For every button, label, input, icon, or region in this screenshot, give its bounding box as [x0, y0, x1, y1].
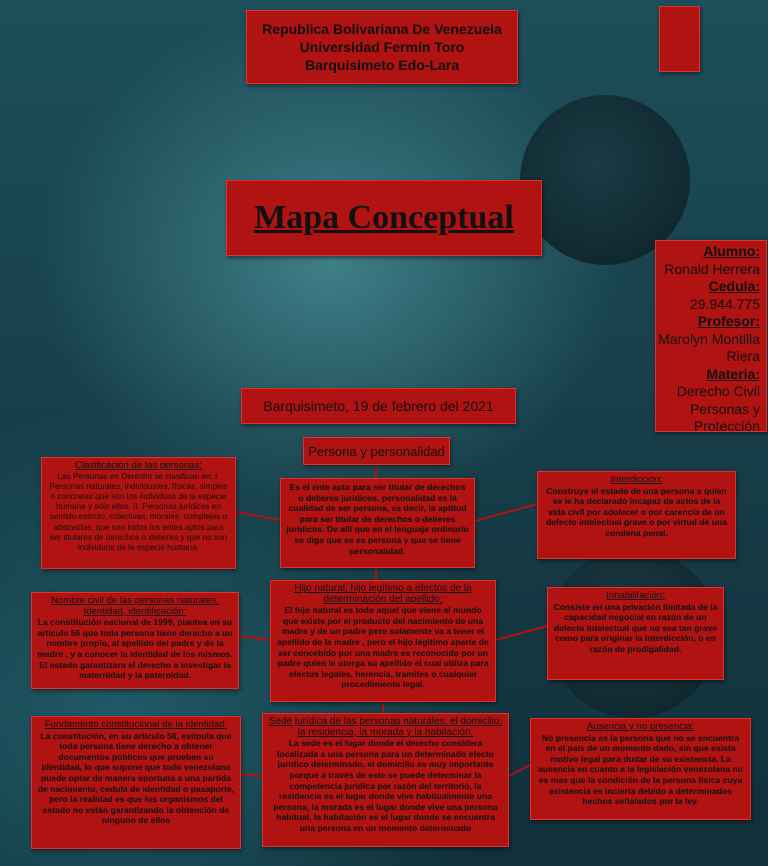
node-inhabilitacion — [547, 587, 724, 680]
header-line-3: Barquisimeto Edo-Lara — [304, 57, 460, 73]
node-nombre-civil-text: La constitución nacional de 1999, plantea en su artículo 56 que toda persona tiene derecho a un nombre propio, al apellido del padre y de la madre , y a conocer la identidad de los mismos. El estado garantizara el derecho a investigar la maternidad y la paternidad. — [37, 617, 233, 681]
node-interdiccion — [537, 471, 736, 559]
node-inhabilitacion-text: Consiste en una privación limitada de la capacidad negocial en razón de un defecto intelectual que no sea tan grave como para originar la interdicción, o en razón de prodigalidad. — [553, 601, 718, 654]
profesor-value: Marolyn Montilla Riera — [658, 330, 760, 364]
node-hijo-natural — [270, 580, 496, 702]
node-nombre-civil-heading: Nombre civil de las personas naturales. Identidad, identificación: — [51, 595, 219, 617]
institution-header — [246, 10, 518, 84]
node-sede-juridica-heading: Sede jurídica de las personas naturales, el domicilio, la residencia, la morada y la habitación: — [268, 716, 503, 738]
node-interdiccion-text: Construye el estado de una persona a quien se le ha declarado incapaz de actos de la vida civil por adolecer o por carencia de un defecto intelectual grave o por virtud de una condena penal. — [546, 485, 727, 538]
node-hijo-natural-heading: Hijo natural, hijo legítimo a efectos de la determinación del apellido: — [294, 583, 472, 605]
decorative-square — [659, 6, 700, 72]
node-hijo-natural-text: El hijo natural es todo aquel que viene al mundo que existe por el producto del nacimiento de una madre y de un padre pero solamente va a tener el apellido de la madre , pero el hijo legítimo aparte de ser concebido por una madre es reconocido por un padre quien le otorga su apellido el cual utiliza para efectos legales, herencia, tramites o cualquier procedimiento legal. — [277, 605, 489, 690]
node-sede-juridica-text: La sede es el lugar donde el derecho considera localizada a una persona para un determinado efecto jurídico determinado, el domicilio es muy importante porque a través de este se puede determinar la competencia jurídica por razón del territorio, la residencia es el lugar donde vive habitualmente una persona, la morada es el lugar donde vive una persona habitual, la habitación es el lugar donde se encuentra una persona en un momento determinado — [273, 738, 498, 833]
node-ausencia-heading: Ausencia y no presencia: — [586, 721, 695, 732]
connector-left3-center3 — [241, 774, 262, 776]
header-line-2: Universidad Fermín Toro — [299, 39, 465, 55]
node-ausencia — [530, 718, 751, 820]
node-clasificacion-text: Las Personas en Derecho se clasifican en: I. Personas naturales, individuales, físicas, simples o concretas que son los individuos de la especie humana y sólo ellos. II. Personas jurídicas en sentido estricto, colectivas, morales, complejas o abstractas, que son todos los entes aptos para ser titulares de derechos o deberes y que no son individuos de la especie humana. — [49, 471, 228, 553]
connector-left1-center1 — [236, 512, 280, 520]
page-title: Mapa Conceptual — [254, 199, 514, 236]
title-box — [226, 180, 542, 256]
date-text: Barquisimeto, 19 de febrero del 2021 — [263, 398, 494, 414]
materia-label: Materia: — [706, 365, 760, 382]
node-clasificacion-heading: Clasificación de las personas: — [75, 460, 202, 471]
topic-box — [303, 437, 450, 465]
connector-left2-center2 — [239, 636, 270, 640]
node-sede-juridica — [262, 713, 509, 847]
connector-right1-center1 — [475, 504, 537, 521]
node-ausencia-text: No presencia es la persona que no se encuentra en el país de un momento dado, sin que exista motivo legal para dudar de su existencia. La ausencia en cuanto a la legislación venezolana no es mas que la condición de la persona física cuya existencia es incierta debido a determinados hechos señalados por la ley. — [538, 732, 743, 807]
materia-value: Derecho Civil Personas y Protección — [676, 383, 760, 434]
connector-right2-center2 — [496, 626, 547, 640]
node-interdiccion-heading: Interdicción: — [610, 474, 663, 485]
node-fundamento-heading: Fundamento constitucional de la identidad: — [44, 719, 228, 730]
connector-right3-center3 — [509, 765, 530, 776]
header-line-1: Republica Bolivariana De Venezuela — [262, 21, 502, 37]
node-persona-definition — [280, 478, 475, 568]
topic-text: Persona y personalidad — [308, 443, 445, 459]
node-fundamento-constitucional — [31, 716, 241, 849]
cedula-value: 29.944.775 — [689, 295, 760, 312]
student-info-panel — [655, 240, 767, 432]
node-persona-definition-text: Es el ente apto para ser titular de derechos o deberes jurídicos, personalidad es la cualidad de ser persona, es decir, la aptitud para ser titular de derechos o deberes jurídicos. De allí que en el lenguaje ordinario se diga que se es persona y que se tiene personalidad. — [286, 482, 469, 556]
node-clasificacion — [41, 457, 236, 569]
node-nombre-civil — [31, 592, 239, 689]
alumno-label: Alumno: — [703, 243, 760, 259]
node-inhabilitacion-heading: Inhabilitación: — [606, 590, 665, 601]
profesor-label: Profesor: — [697, 313, 760, 329]
alumno-value: Ronald Herrera — [664, 260, 760, 277]
date-box — [241, 388, 516, 424]
cedula-label: Cedula: — [708, 278, 760, 294]
node-fundamento-text: La constitución, en su artículo 56, estipula que toda persona tiene derecho a obtener documentos públicos que prueben su identidad, lo que supone que todo venezolano puede optar de manera oportuna a una partida de nacimiento, cedula de identidad o pasaporte, pero la realidad es que los organismos del estado no están garantizando la obtención de ninguno de ellos — [37, 730, 235, 826]
